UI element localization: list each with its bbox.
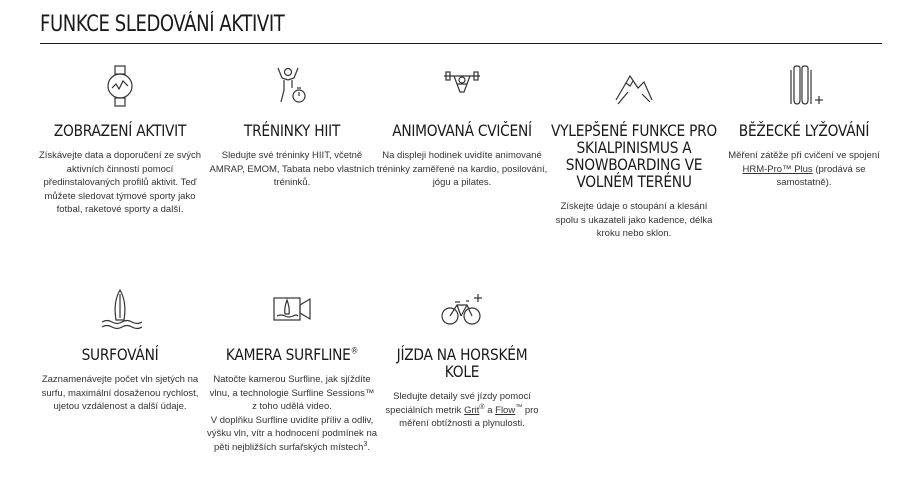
feature-title: ANIMOVANÁ CVIČENÍ	[392, 121, 532, 140]
registered-mark: ®	[479, 403, 485, 411]
registered-mark: ®	[350, 346, 359, 357]
weightlifting-icon	[376, 64, 548, 108]
description-text: .	[367, 441, 370, 453]
feature-animated-workouts	[376, 64, 548, 190]
feature-activity-profiles	[34, 64, 206, 217]
flow-link[interactable]: Flow	[495, 404, 516, 416]
description-text: Měření zátěže při cvičení ve spojení	[728, 150, 880, 161]
description-text: a	[487, 404, 493, 416]
hrm-pro-plus-link[interactable]: HRM-Pro™ Plus	[742, 163, 813, 175]
section-title: FUNKCE SLEDOVÁNÍ AKTIVIT	[40, 12, 285, 37]
title-divider	[40, 43, 882, 44]
feature-description: Získejte údaje o stoupání a klesání spolu s ukazateli jako kadence, délka kroku nebo sklon.	[555, 201, 713, 239]
mountain-ski-icon	[548, 64, 720, 108]
feature-title: JÍZDA NA HORSKÉM KOLE	[396, 345, 528, 381]
footnote-mark: 3	[363, 440, 368, 448]
feature-title: SURFOVÁNÍ	[81, 345, 159, 364]
feature-hiit	[206, 64, 378, 190]
feature-surfline-camera	[206, 288, 378, 454]
description-text: Sledujte detaily své jízdy pomocí speciálních metrik	[385, 391, 531, 416]
feature-backcountry-ski	[548, 64, 720, 241]
feature-description	[206, 373, 378, 454]
watch-activity-icon	[34, 64, 206, 108]
description-text: (prodává se samostatně).	[776, 163, 866, 188]
description-text: V doplňku Surfline uvidíte příliv a odliv, výšku vln, vítr a hodnocení podmínek na pěti nejbližších surfařských místech	[206, 414, 378, 453]
feature-title: BĚŽECKÉ LYŽOVÁNÍ	[738, 121, 870, 140]
grit-link[interactable]: Grit	[464, 404, 480, 416]
camera-surf-icon	[206, 288, 378, 332]
feature-title	[208, 346, 377, 363]
feature-description: Sledujte své tréninky HIIT, včetně AMRAP, EMOM, Tabata nebo vlastních tréninků.	[209, 150, 375, 188]
feature-title-text: KAMERA SURFLINE	[225, 345, 351, 364]
feature-title: TRÉNINKY HIIT	[243, 121, 341, 140]
feature-cross-country-ski	[718, 64, 890, 190]
cross-country-ski-icon	[718, 64, 890, 108]
surfboard-icon	[34, 288, 206, 332]
feature-surfing	[34, 288, 206, 414]
feature-description	[718, 149, 890, 190]
description-text: Natočte kamerou Surfline, jak sjíždíte vlnu, a technologie Surfline Sessions™ z toho udělá video.	[209, 374, 375, 412]
feature-mountain-biking	[376, 288, 548, 431]
trademark-mark: ™	[515, 403, 523, 411]
feature-description: Na displeji hodinek uvidíte animované tréninky zaměřené na kardio, posilování, jógu a pilates.	[376, 150, 548, 188]
feature-description	[376, 390, 548, 431]
feature-title: VYLEPŠENÉ FUNKCE PRO SKIALPINISMUS A SNOWBOARDING VE VOLNÉM TERÉNU	[550, 121, 718, 191]
feature-description: Získávejte data a doporučení ze svých aktivních činností pomocí předinstalovaných profilů aktivit. Teď můžete sledovat týmové sporty jako fotbal, raketové sporty a další.	[38, 150, 202, 215]
feature-description: Zaznamenávejte počet vln sjetých na surfu, maximální dosaženou rychlost, ujetou vzdálenost a další údaje.	[41, 374, 199, 412]
feature-title: ZOBRAZENÍ AKTIVIT	[53, 121, 187, 140]
mountain-bike-icon	[376, 288, 548, 332]
description-text: pro měření obtížnosti a plynulosti.	[399, 404, 539, 429]
hiit-timer-icon	[206, 64, 378, 108]
